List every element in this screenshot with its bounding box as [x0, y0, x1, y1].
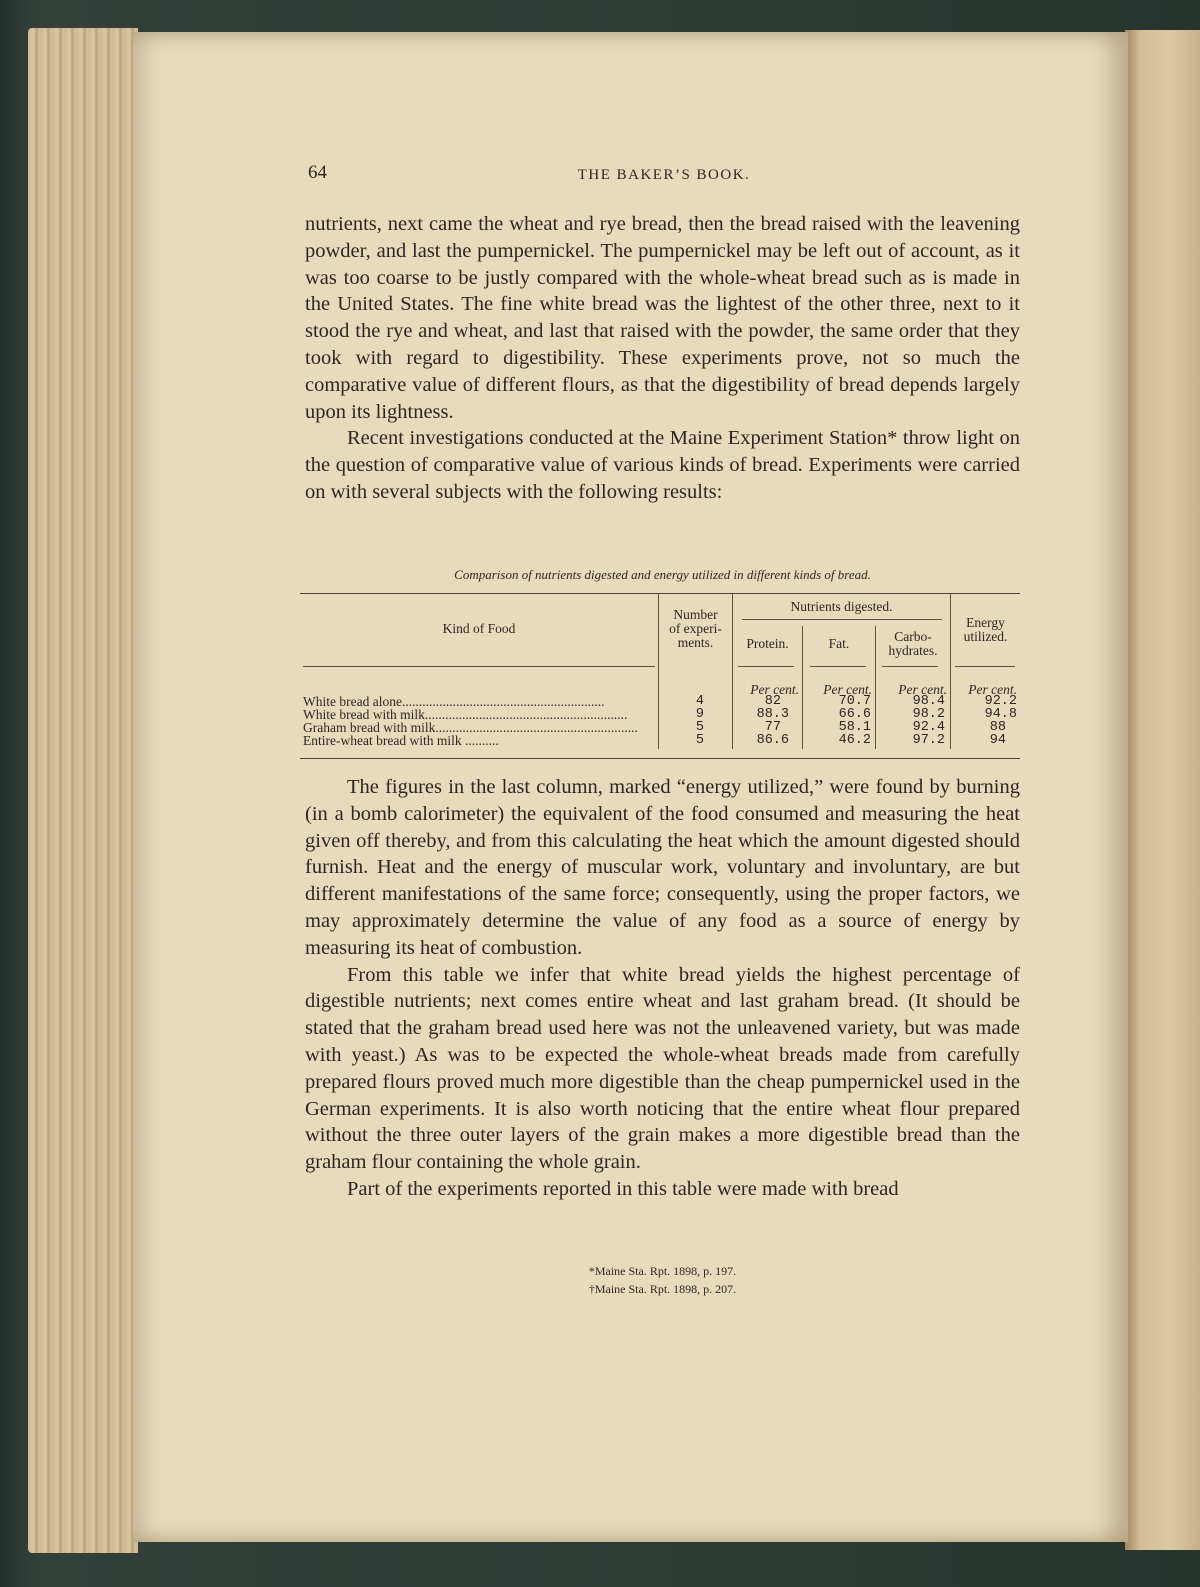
protein-cell: 88.3 — [756, 707, 789, 722]
energy-cell: 88 — [989, 720, 1006, 735]
energy-cell: 94.8 — [984, 707, 1017, 722]
header-kind-of-food: Kind of Food — [442, 621, 516, 636]
food-cell: White bread with milk............................................................ — [303, 708, 628, 722]
header-carbohydrates: Carbo- hydrates. — [888, 629, 938, 658]
unit-protein: Per cent. — [750, 682, 799, 697]
food-cell: Entire-wheat bread with milk .......... — [303, 734, 499, 748]
header-nutrients-digested: Nutrients digested. — [790, 599, 893, 614]
food-cell: White bread alone............................................................ — [303, 695, 605, 709]
carbohydrates-cell: 97.2 — [912, 733, 945, 748]
paragraph: Part of the experiments reported in this table were made with bread — [347, 1177, 899, 1200]
body-text-bottom — [305, 774, 1020, 1203]
page-number: 64 — [308, 162, 327, 183]
carbohydrates-cell: 98.2 — [912, 707, 945, 722]
running-title: THE BAKER’S BOOK. — [577, 167, 751, 183]
food-cell: Graham bread with milk............................................................ — [303, 721, 638, 735]
footnotes — [305, 1262, 1020, 1298]
paragraph: The figures in the last column, marked “energy utilized,” were found by burning (in a bomb calorimeter) the equivalent of the food consumed and measuring the heat given off thereby, and from this calculating the heat which the amount digested should furnish. Heat and the energy of muscular work, voluntary and involuntary, are but different manifestations of the same force; consequently, using the proper factors, we may approximately determine the value of any food as a source of energy by measuring its heat of combustion. — [305, 776, 1020, 959]
fat-cell: 70.7 — [838, 694, 871, 709]
protein-cell: 77 — [764, 720, 781, 735]
energy-cell: 92.2 — [984, 694, 1017, 709]
fat-cell: 46.2 — [838, 733, 871, 748]
carbohydrates-cell: 98.4 — [912, 694, 945, 709]
running-head — [308, 162, 1020, 192]
experiments-cell: 9 — [695, 707, 704, 722]
header-fat: Fat. — [828, 636, 850, 651]
unit-fat: Per cent. — [823, 682, 872, 697]
unit-carbohydrates: Per cent. — [898, 682, 947, 697]
paragraph: Recent investigations conducted at the Maine Experiment Station* throw light on the question of comparative value of various kinds of bread. Experiments were carried on with several subjects with the following results: — [305, 427, 1020, 503]
header-number-of-experiments: Number of experi- ments. — [669, 607, 722, 650]
page-edges-left — [28, 28, 138, 1553]
energy-cell: 94 — [989, 733, 1006, 748]
experiments-cell: 4 — [695, 694, 704, 709]
body-text-top — [305, 211, 1020, 506]
unit-energy: Per cent. — [968, 682, 1017, 697]
page-edges-right — [1125, 30, 1200, 1550]
header-protein: Protein. — [746, 636, 789, 651]
protein-cell: 86.6 — [756, 733, 789, 748]
footnote: *Maine Sta. Rpt. 1898, p. 197. — [588, 1264, 737, 1278]
experiments-cell: 5 — [695, 720, 704, 735]
nutrients-table — [300, 593, 1020, 759]
carbohydrates-cell: 92.4 — [912, 720, 945, 735]
paragraph: nutrients, next came the wheat and rye bread, then the bread raised with the leavening powder, and last the pumpernickel. The pumpernickel may be left out of account, as it was too coarse to be justly compared with the whole-wheat bread such as is made in the United States. The fine white bread was the lightest of the other three, next to it stood the rye and wheat, and last that raised with the powder, the same order that they took with regard to digestibility. These experiments prove, not so much the comparative value of different flours, as that the digestibility of bread depends largely upon its lightness. — [305, 213, 1020, 423]
footnote: †Maine Sta. Rpt. 1898, p. 207. — [588, 1282, 737, 1296]
fat-cell: 58.1 — [838, 720, 871, 735]
paragraph: From this table we infer that white bread yields the highest percentage of digestible nutrients; next comes entire wheat and last graham bread. (It should be stated that the graham bread used here was not the unleavened variety, but was made with yeast.) As was to be expected the whole-wheat breads made from carefully prepared flours proved much more digestible than the cheap pumpernickel used in the German experiments. It is also worth noticing that the entire wheat flour prepared without the three outer layers of the grain makes a more digestible bread than the graham flour containing the whole grain. — [305, 963, 1020, 1174]
experiments-cell: 5 — [695, 733, 704, 748]
table-caption: Comparison of nutrients digested and energy utilized in different kinds of bread. — [454, 567, 871, 582]
protein-cell: 82 — [764, 694, 781, 709]
fat-cell: 66.6 — [838, 707, 871, 722]
header-energy-utilized: Energy utilized. — [963, 615, 1008, 644]
